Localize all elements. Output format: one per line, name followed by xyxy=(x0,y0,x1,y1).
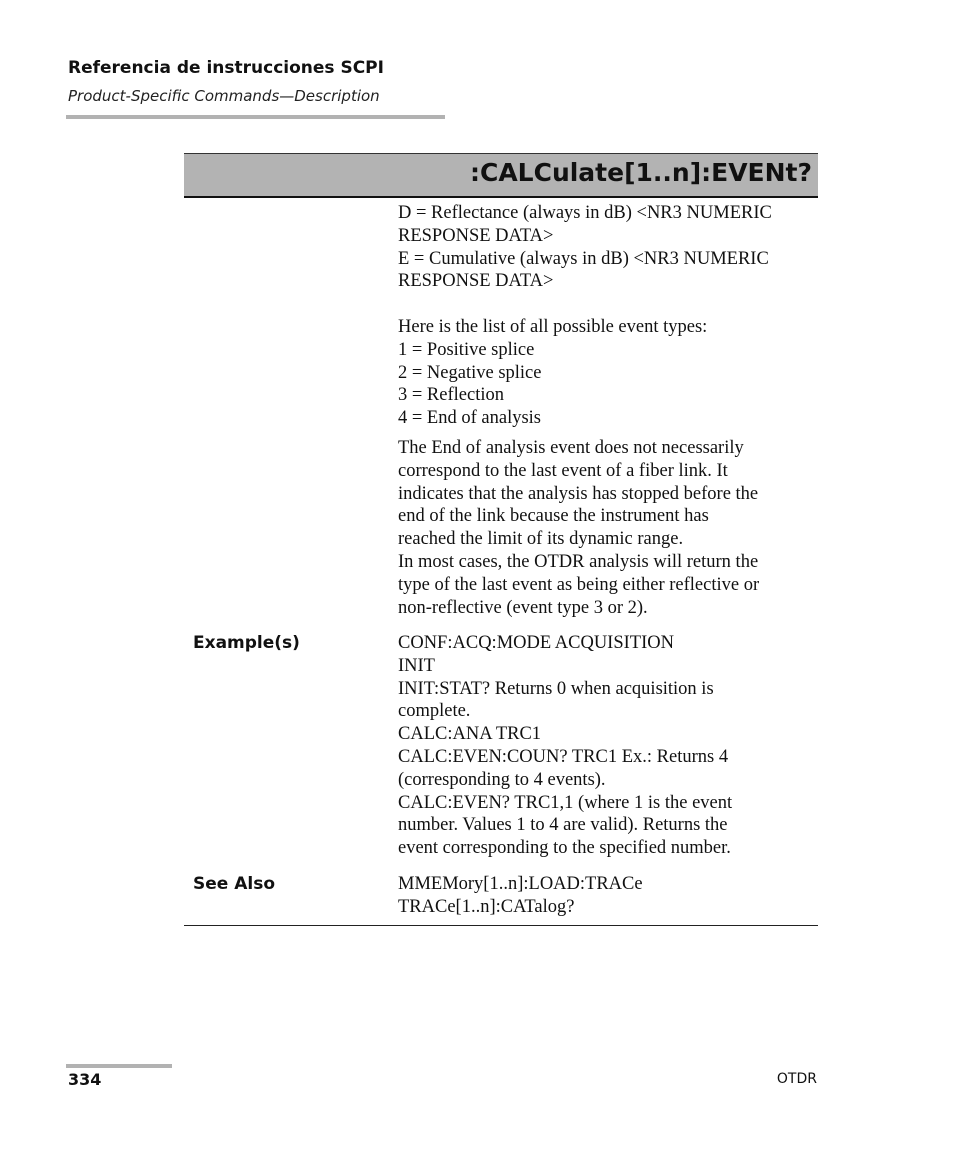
examples-label: Example(s) xyxy=(193,633,300,653)
description-block-event-types xyxy=(398,316,818,430)
description-line: 1 = Positive splice xyxy=(398,339,535,360)
example-line: CONF:ACQ:MODE ACQUISITION xyxy=(398,633,674,653)
description-line: RESPONSE DATA> xyxy=(398,271,554,292)
description-line: 3 = Reflection xyxy=(398,385,504,406)
example-line: (corresponding to 4 events). xyxy=(398,769,606,790)
example-line: complete. xyxy=(398,701,471,722)
example-line: number. Values 1 to 4 are valid). Returns the xyxy=(398,815,728,836)
description-line: indicates that the analysis has stopped before the xyxy=(398,483,759,504)
example-line: CALC:EVEN:COUN? TRC1 Ex.: Returns 4 xyxy=(398,746,729,767)
description-block-values xyxy=(398,202,818,293)
see-also-link[interactable]: TRACe[1..n]:CATalog? xyxy=(398,896,575,917)
description-line: non-reflective (event type 3 or 2). xyxy=(398,597,648,618)
description-line: The End of analysis event does not necessarily xyxy=(398,438,744,458)
description-line: correspond to the last event of a fiber link. It xyxy=(398,460,728,481)
section-subtitle: Product-Specific Commands—Description xyxy=(68,87,380,105)
description-line: 4 = End of analysis xyxy=(398,408,541,429)
table-end-rule xyxy=(184,925,818,926)
description-line: 2 = Negative splice xyxy=(398,362,542,383)
see-also-link[interactable]: MMEMory[1..n]:LOAD:TRACe xyxy=(398,874,643,894)
example-line: CALC:EVEN? TRC1,1 (where 1 is the event xyxy=(398,792,733,813)
description-line: E = Cumulative (always in dB) <NR3 NUMERIC xyxy=(398,248,769,269)
examples-block xyxy=(398,632,818,860)
description-line: Here is the list of all possible event types: xyxy=(398,317,708,337)
header-rule xyxy=(66,115,445,119)
example-line: event corresponding to the specified number. xyxy=(398,838,731,859)
page-number: 334 xyxy=(68,1070,102,1089)
section-title: Referencia de instrucciones SCPI xyxy=(68,58,384,78)
footer-rule xyxy=(66,1064,172,1068)
see-also-block xyxy=(398,873,818,919)
product-name: OTDR xyxy=(776,1071,817,1087)
description-line: In most cases, the OTDR analysis will return the xyxy=(398,551,759,572)
command-header-bar xyxy=(184,153,818,198)
description-line: end of the link because the instrument has xyxy=(398,506,709,527)
description-line: type of the last event as being either reflective or xyxy=(398,574,760,595)
description-line: reached the limit of its dynamic range. xyxy=(398,529,684,550)
description-line: D = Reflectance (always in dB) <NR3 NUMERIC xyxy=(398,203,772,223)
description-block-notes xyxy=(398,437,818,619)
example-line: CALC:ANA TRC1 xyxy=(398,724,542,745)
example-line: INIT:STAT? Returns 0 when acquisition is xyxy=(398,678,714,699)
description-line: RESPONSE DATA> xyxy=(398,225,554,246)
command-title: :CALCulate[1..n]:EVENt? xyxy=(469,158,812,187)
see-also-label: See Also xyxy=(193,874,276,894)
example-line: INIT xyxy=(398,655,435,676)
